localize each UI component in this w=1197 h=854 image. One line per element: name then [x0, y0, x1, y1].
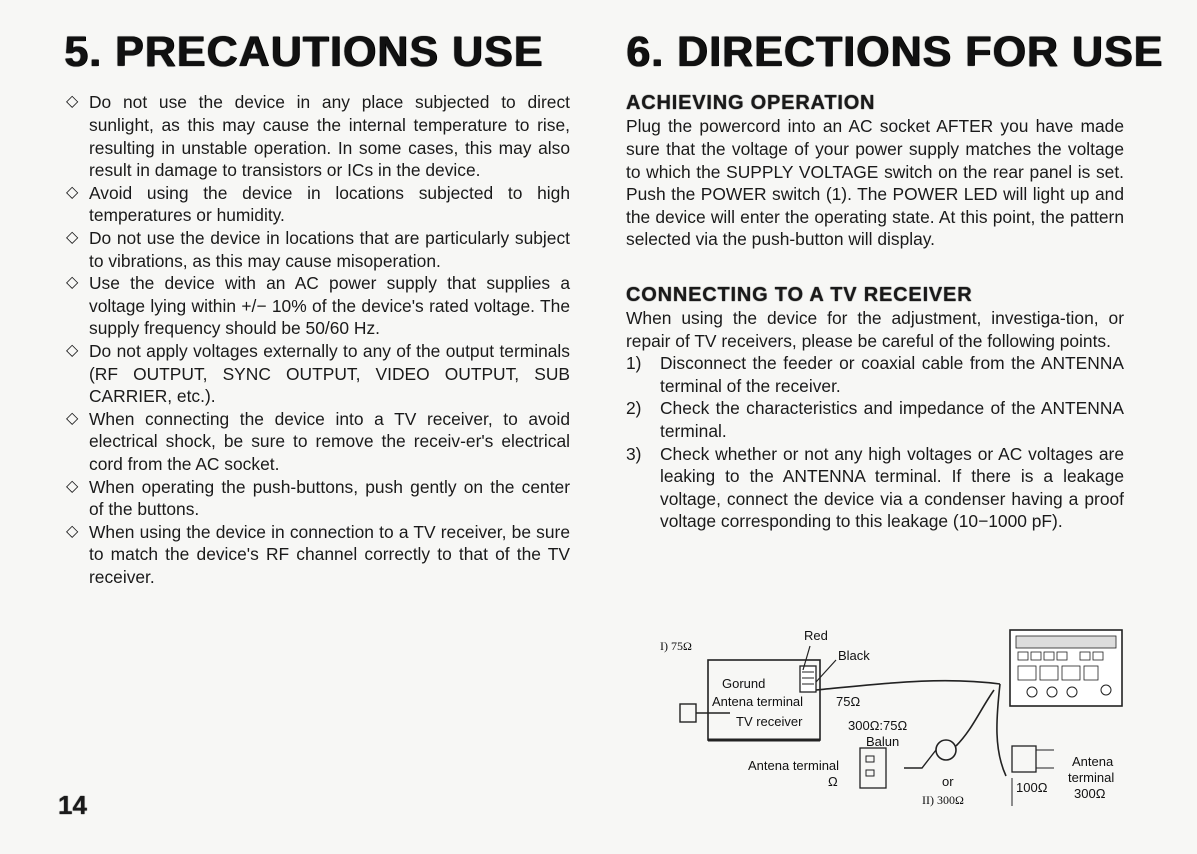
step-item: 1) Disconnect the feeder or coaxial cable from the ANTENNA terminal of the receiver.: [626, 353, 1124, 396]
label-black: Black: [838, 648, 870, 663]
terminal-screw-icon: [866, 770, 874, 776]
black-lead: [816, 660, 836, 682]
connecting-tv-heading: CONNECTING TO A TV RECEIVER: [626, 284, 973, 306]
label-case-i: I) 75Ω: [660, 639, 692, 653]
diamond-bullet-icon: ◇: [66, 93, 79, 111]
precaution-item: ◇ Use the device with an AC power supply that supplies a voltage lying within +/− 10% of the device's rated voltage. The supply frequency should be 50/60 Hz.: [66, 273, 570, 339]
precaution-item: ◇ When connecting the device into a TV receiver, to avoid electrical shock, be sure to remove the receiv-er's electrical cord from the AC socket.: [66, 408, 570, 474]
directions-column: [626, 28, 1164, 533]
precaution-item: ◇ Do not use the device in locations that are particularly subject to vibrations, as this may cause misoperation.: [66, 228, 570, 271]
label-antena-terminal-bottom: Antena terminal: [748, 758, 840, 773]
step-item: 2) Check the characteristics and impedance of the ANTENNA terminal.: [626, 398, 1124, 441]
label-antena-terminal: Antena terminal: [712, 694, 804, 709]
terminal-screw-icon: [866, 756, 874, 762]
label-75-ohm: 75Ω: [836, 694, 861, 709]
step-item: 3) Check whether or not any high voltages or AC voltages are leaking to the ANTENNA terminal. If there is a leakage voltage, connect the device via a condenser having a proof voltage corresponding to this leakage (10−1000 pF).: [626, 443, 1124, 532]
label-antena: Antena: [1072, 754, 1114, 769]
precaution-item: ◇ Do not use the device in any place subjected to direct sunlight, as this may cause the internal temperature to rise, resulting in unstable operation. In some cases, this may also result in damage to transistors or ICs in the device.: [66, 92, 570, 181]
label-or: or: [942, 774, 954, 789]
precautions-title: 5. PRECAUTIONS USE: [64, 28, 544, 76]
balun-lead: [904, 750, 936, 768]
diamond-bullet-icon: ◇: [66, 183, 79, 201]
label-300-75-ohm: 300Ω:75Ω: [848, 718, 908, 733]
device-display: [1016, 636, 1116, 648]
diamond-bullet-icon: ◇: [66, 409, 79, 427]
precautions-column: [58, 28, 570, 589]
page-number: 14: [58, 790, 87, 820]
antenna-terminal-box: [860, 748, 886, 788]
label-tv-receiver: TV receiver: [736, 714, 803, 729]
label-gorund: Gorund: [722, 676, 766, 691]
label-partial-ohm: Ω: [828, 774, 838, 789]
achieving-operation-text: Plug the powercord into an AC socket AFTER you have made sure that the voltage of your power supply matches the voltage to which the SUPPLY VOLTAGE switch on the rear panel is set. Push the POWER switch (1). The POWER LED will light up and the device will enter the operating state. At this point, the pattern selected via the push-button will display.: [626, 116, 1124, 250]
power-plug-icon: [680, 704, 696, 722]
diamond-bullet-icon: ◇: [66, 522, 79, 540]
connection-diagram: [660, 620, 1130, 820]
precautions-list: [58, 91, 570, 588]
connecting-steps: [626, 352, 1124, 533]
antenna-terminal-icon: [800, 666, 816, 692]
balun-cable: [956, 690, 994, 746]
label-case-ii: II) 300Ω: [922, 793, 964, 807]
balun-icon: [936, 740, 956, 760]
diamond-bullet-icon: ◇: [66, 341, 79, 359]
diamond-bullet-icon: ◇: [66, 229, 79, 246]
precaution-item: ◇ Avoid using the device in locations subjected to high temperatures or humidity.: [66, 182, 570, 226]
label-red: Red: [804, 628, 828, 643]
label-100-ohm: 100Ω: [1016, 780, 1048, 795]
connection-diagram-svg: [660, 620, 1130, 820]
precaution-item: ◇ When operating the push-buttons, push gently on the center of the buttons.: [66, 476, 570, 520]
diamond-bullet-icon: ◇: [66, 274, 79, 292]
diamond-bullet-icon: ◇: [66, 477, 79, 495]
coax-cable-75: [816, 681, 1000, 690]
connecting-tv-intro: When using the device for the adjustment, investiga-tion, or repair of TV receivers, please be careful of the following points.: [626, 308, 1124, 351]
directions-title: 6. DIRECTIONS FOR USE: [626, 28, 1164, 76]
precaution-item: ◇ When using the device in connection to a TV receiver, be sure to match the device's RF channel correctly to that of the TV receiver.: [66, 521, 570, 587]
label-terminal: terminal: [1068, 770, 1115, 785]
rf-output-cable: [997, 684, 1006, 776]
antenna-terminal-300-icon: [1012, 746, 1036, 772]
achieving-operation-heading: ACHIEVING OPERATION: [626, 92, 876, 115]
precaution-item: ◇ Do not apply voltages externally to any of the output terminals (RF OUTPUT, SYNC OUTPUT, VIDEO OUTPUT, SUB CARRIER, etc.).: [66, 340, 570, 407]
label-300-ohm: 300Ω: [1074, 786, 1106, 801]
label-balun: Balun: [866, 734, 900, 749]
section-gap: [626, 251, 1124, 283]
